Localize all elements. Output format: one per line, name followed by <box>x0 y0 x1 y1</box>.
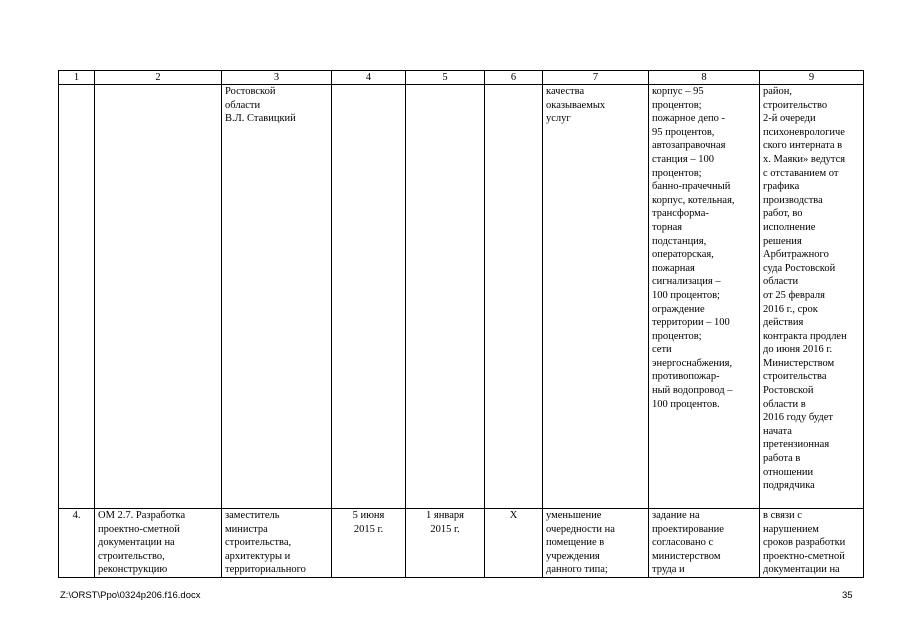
table-cell <box>332 85 406 509</box>
column-number: 4 <box>332 71 406 85</box>
table-cell: 1 января 2015 г. <box>406 509 485 578</box>
table-cell: качества оказываемых услуг <box>543 85 649 509</box>
column-number: 1 <box>59 71 95 85</box>
table-cell <box>95 85 222 509</box>
column-number: 2 <box>95 71 222 85</box>
column-number: 9 <box>760 71 864 85</box>
table-cell: район, строительство 2-й очереди психоневрологиче ского интерната в х. Маяки» ведутся с отставанием от графика производства работ, во исполнение решения Арбитражного суда Ростовской области от 25 февраля 2016 г., срок действия контракта продлен до июня 2016 г. Министерством строительства Ростовской области в 2016 году будет начата претензионная работа в отношении подрядчика <box>760 85 864 509</box>
column-number-row <box>59 71 864 85</box>
table-cell <box>59 85 95 509</box>
table-cell: 5 июня 2015 г. <box>332 509 406 578</box>
column-number: 5 <box>406 71 485 85</box>
page-number: 35 <box>842 590 853 601</box>
table-cell: в связи с нарушением сроков разработки проектно-сметной документации на <box>760 509 864 578</box>
table-row <box>59 85 864 509</box>
table-cell: заместитель министра строительства, архитектуры и территориального <box>222 509 332 578</box>
document-table <box>58 70 864 578</box>
footer-file-path: Z:\ORST\Ppo\0324p206.f16.docx <box>60 590 201 601</box>
table-cell: Х <box>485 509 543 578</box>
table-cell <box>406 85 485 509</box>
column-number: 7 <box>543 71 649 85</box>
table-row <box>59 509 864 578</box>
table-cell: задание на проектирование согласовано с министерством труда и <box>649 509 760 578</box>
column-number: 8 <box>649 71 760 85</box>
table-cell: уменьшение очередности на помещение в учреждения данного типа; <box>543 509 649 578</box>
column-number: 3 <box>222 71 332 85</box>
row-number-cell: 4. <box>59 509 95 578</box>
table-cell: Ростовской области В.Л. Ставицкий <box>222 85 332 509</box>
table-cell: корпус – 95 процентов; пожарное депо - 95 процентов, автозаправочная станция – 100 процентов; банно-прачечный корпус, котельная, трансформа- торная подстанция, операторская, пожарная сигнализация – 100 процентов; ограждение территории – 100 процентов; сети энергоснабжения, противопожар- ный водопровод – 100 процентов. <box>649 85 760 509</box>
table-cell <box>485 85 543 509</box>
table-cell: ОМ 2.7. Разработка проектно-сметной документации на строительство, реконструкцию <box>95 509 222 578</box>
column-number: 6 <box>485 71 543 85</box>
